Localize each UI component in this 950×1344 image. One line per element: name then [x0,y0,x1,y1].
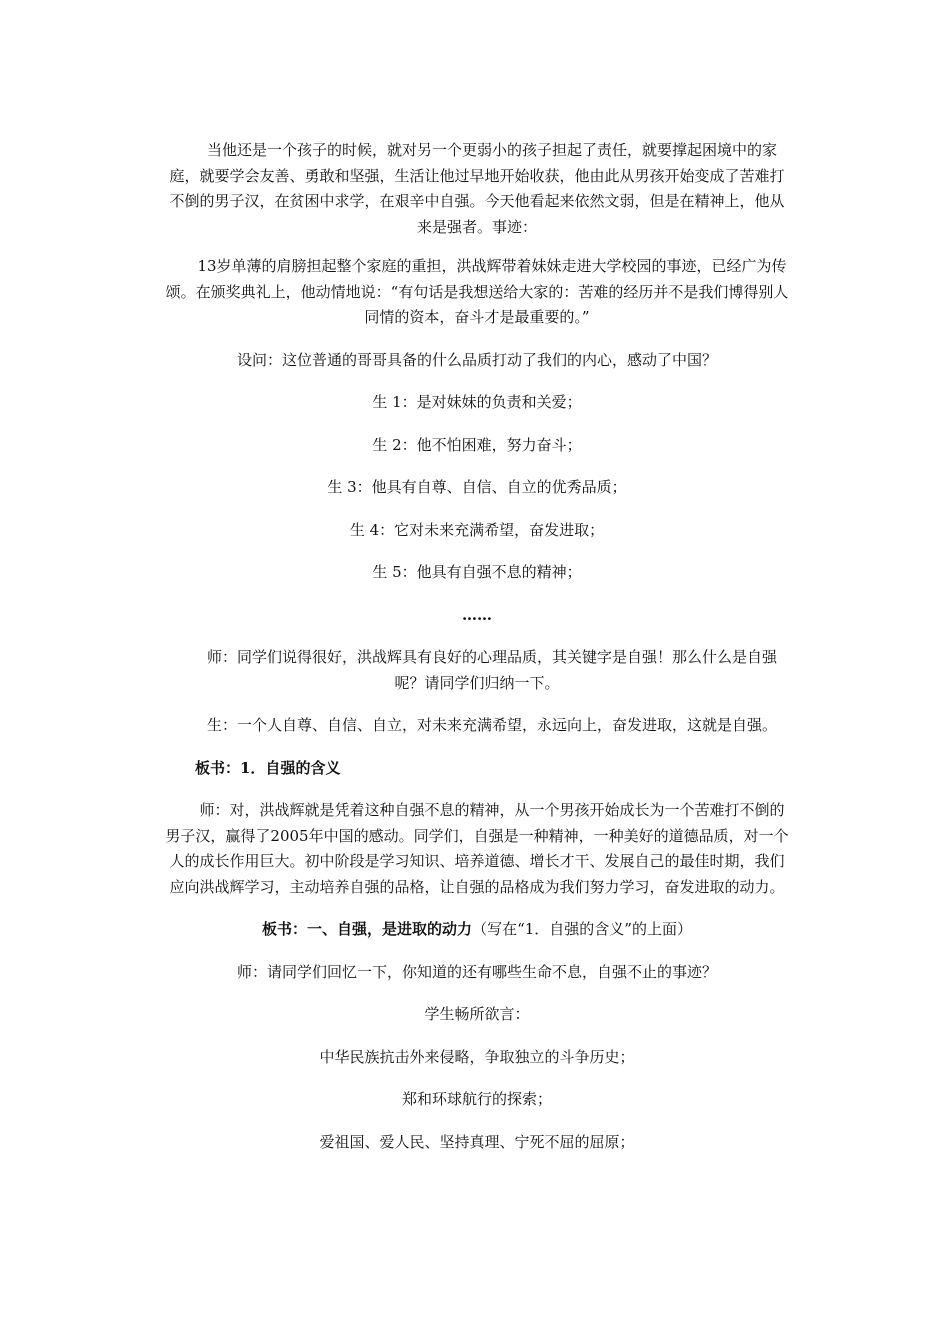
student-answer-1: 生 1：是对妹妹的负责和关爱； [372,393,582,411]
question-line: 设问：这位普通的哥哥具备的什么品质打动了我们的内心，感动了中国？ [236,350,717,369]
ellipsis: …… [462,605,492,624]
board-note-2-title: 板书：一、自强，是进取的动力 [262,920,473,938]
paragraph-deeds: 13岁单薄的肩膀担起整个家庭的重担，洪战辉带着妹妹走进大学校园的事迹，已经广为传颂。在颁奖典礼上，他动情地说：“有句话是我想送给大家的：苦难的经历并不是我们博得别人同情的资本，奋斗才是最重要的。” [165,257,789,326]
student-answer-4: 生 4：它对未来充满希望，奋发进取； [349,520,605,539]
student-answer-2: 生 2：他不怕困难，努力奋斗； [372,435,582,454]
board-note-1: 板书：1．自强的含义 [195,758,341,777]
board-note-2 [165,917,789,943]
example-3: 爱祖国、爱人民、坚持真理、宁死不屈的屈原； [319,1132,635,1151]
student-answer-3: 生 3：他具有自尊、自信、自立的优秀品质； [327,478,627,496]
teacher-remark-2: 师：对，洪战辉就是凭着这种自强不息的精神，从一个男孩开始成长为一个苦难打不倒的男子汉，赢得了2005年中国的感动。同学们，自强是一种精神，一种美好的道德品质，对一个人的成长作用巨大。初中阶段是学习知识、培养道德、增长才干、发展自己的最佳时期，我们应向洪战辉学习，主动培养自强的品格，让自强的品格成为我们努力学习，奋发进取的动力。 [165,801,789,896]
student-answer-5: 生 5：他具有自强不息的精神； [372,563,582,581]
student-summary: 生：一个人自尊、自信、自立，对未来充满希望，永远向上，奋发进取，这就是自强。 [206,716,777,734]
students-speak: 学生畅所欲言： [424,1005,530,1023]
example-2: 郑和环球航行的探索； [401,1090,552,1108]
paragraph-intro: 当他还是一个孩子的时候，就对另一个更弱小的孩子担起了责任，就要撑起困境中的家庭，就要学会友善、勇敢和坚强，生活让他过早地开始收获，他由此从男孩开始变成了苦难打不倒的男子汉，在贫困中求学，在艰辛中自强。今天他看起来依然文弱，但是在精神上，他从来是强者。事迹： [169,141,785,236]
document-page [165,138,789,1155]
board-note-2-annotation: （写在“1．自强的含义”的上面） [472,920,692,938]
teacher-remark-3: 师：请同学们回忆一下，你知道的还有哪些生命不息，自强不止的事迹？ [236,962,717,981]
teacher-remark-1: 师：同学们说得很好，洪战辉具有良好的心理品质，其关键字是自强！那么什么是自强呢？请同学们归纳一下。 [206,648,777,692]
example-1: 中华民族抗击外来侵略，争取独立的斗争历史； [319,1047,635,1066]
